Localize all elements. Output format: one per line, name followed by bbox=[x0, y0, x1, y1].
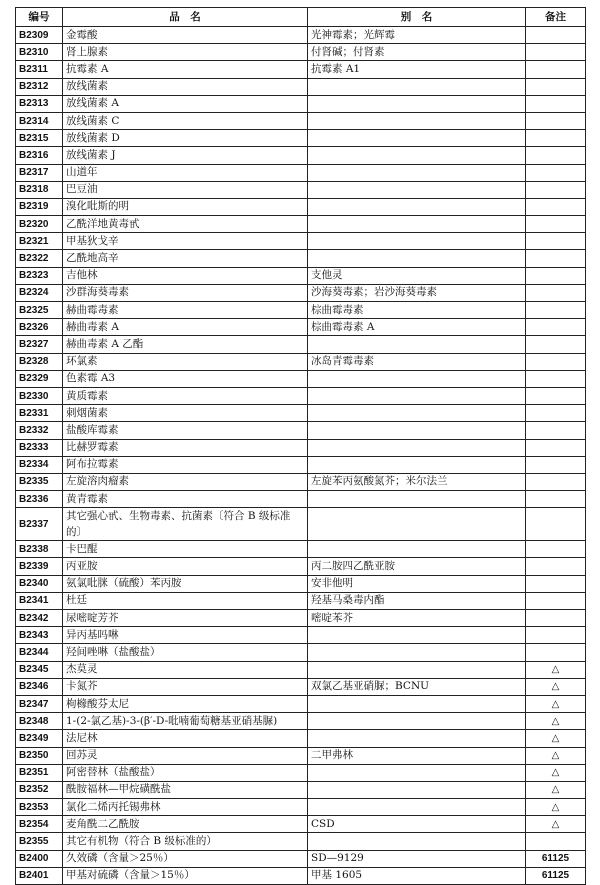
row-code: B2340 bbox=[16, 575, 63, 592]
row-name: 羟间唑啉（盐酸盐） bbox=[63, 644, 308, 661]
row-name: 放线菌素 C bbox=[63, 112, 308, 129]
row-code: B2310 bbox=[16, 44, 63, 61]
row-note bbox=[526, 541, 586, 558]
row-alias bbox=[308, 387, 526, 404]
row-name: 吉他林 bbox=[63, 267, 308, 284]
row-alias bbox=[308, 730, 526, 747]
row-alias bbox=[308, 541, 526, 558]
row-alias bbox=[308, 370, 526, 387]
row-code: B2319 bbox=[16, 198, 63, 215]
row-name: 盐酸库霉素 bbox=[63, 422, 308, 439]
row-name: 溴化吡斯的明 bbox=[63, 198, 308, 215]
row-note bbox=[526, 61, 586, 78]
row-alias bbox=[308, 198, 526, 215]
row-code: B2339 bbox=[16, 558, 63, 575]
row-code: B2311 bbox=[16, 61, 63, 78]
row-alias bbox=[308, 336, 526, 353]
row-alias bbox=[308, 799, 526, 816]
row-name: 其它有机物（符合 B 级标准的） bbox=[63, 833, 308, 850]
row-note bbox=[526, 27, 586, 44]
row-name: 酰胺福林—甲烷磺酰盐 bbox=[63, 781, 308, 798]
row-code: B2327 bbox=[16, 336, 63, 353]
row-name: 抗霉素 A bbox=[63, 61, 308, 78]
row-note bbox=[526, 508, 586, 541]
table-row bbox=[16, 61, 586, 78]
row-note bbox=[526, 216, 586, 233]
table-row bbox=[16, 730, 586, 747]
row-name: 异丙基吗啉 bbox=[63, 627, 308, 644]
row-alias: 安非他明 bbox=[308, 575, 526, 592]
table-row bbox=[16, 695, 586, 712]
row-name: 金霉酸 bbox=[63, 27, 308, 44]
row-alias: 棕曲霉毒素 bbox=[308, 302, 526, 319]
row-alias bbox=[308, 147, 526, 164]
row-code: B2342 bbox=[16, 610, 63, 627]
row-name: 比赫罗霉素 bbox=[63, 439, 308, 456]
row-note bbox=[526, 198, 586, 215]
row-alias bbox=[308, 233, 526, 250]
row-note: 61125 bbox=[526, 850, 586, 867]
row-code: B2330 bbox=[16, 387, 63, 404]
row-name: 色素霉 A3 bbox=[63, 370, 308, 387]
table-row bbox=[16, 233, 586, 250]
row-note bbox=[526, 627, 586, 644]
table-row bbox=[16, 302, 586, 319]
row-code: B2341 bbox=[16, 592, 63, 609]
row-note bbox=[526, 473, 586, 490]
row-alias bbox=[308, 627, 526, 644]
table-row bbox=[16, 558, 586, 575]
row-name: 甲基狄戈辛 bbox=[63, 233, 308, 250]
row-alias bbox=[308, 112, 526, 129]
table-row bbox=[16, 678, 586, 695]
row-name: 肾上腺素 bbox=[63, 44, 308, 61]
table-row bbox=[16, 575, 586, 592]
row-alias: 冰岛青霉毒素 bbox=[308, 353, 526, 370]
row-note bbox=[526, 319, 586, 336]
row-name: 久效磷（含量＞25％） bbox=[63, 850, 308, 867]
header-alias: 别 名 bbox=[308, 8, 526, 27]
row-code: B2323 bbox=[16, 267, 63, 284]
row-note bbox=[526, 387, 586, 404]
row-note bbox=[526, 439, 586, 456]
row-note bbox=[526, 610, 586, 627]
row-name: 放线菌素 D bbox=[63, 130, 308, 147]
row-code: B2338 bbox=[16, 541, 63, 558]
row-alias bbox=[308, 164, 526, 181]
table-row bbox=[16, 216, 586, 233]
row-note bbox=[526, 181, 586, 198]
row-code: B2321 bbox=[16, 233, 63, 250]
table-row bbox=[16, 439, 586, 456]
row-code: B2345 bbox=[16, 661, 63, 678]
row-note: △ bbox=[526, 713, 586, 730]
row-note bbox=[526, 558, 586, 575]
row-name: 放线菌素 A bbox=[63, 95, 308, 112]
row-alias bbox=[308, 439, 526, 456]
table-row bbox=[16, 661, 586, 678]
table-row bbox=[16, 198, 586, 215]
row-code: B2335 bbox=[16, 473, 63, 490]
row-code: B2351 bbox=[16, 764, 63, 781]
substance-table bbox=[15, 7, 586, 885]
row-note bbox=[526, 78, 586, 95]
row-alias bbox=[308, 78, 526, 95]
row-code: B2347 bbox=[16, 695, 63, 712]
row-code: B2333 bbox=[16, 439, 63, 456]
row-code: B2337 bbox=[16, 508, 63, 541]
table-row bbox=[16, 799, 586, 816]
table-row bbox=[16, 781, 586, 798]
table-row bbox=[16, 456, 586, 473]
row-name: 左旋溶肉瘤素 bbox=[63, 473, 308, 490]
row-code: B2314 bbox=[16, 112, 63, 129]
row-code: B2331 bbox=[16, 405, 63, 422]
row-name: 赫曲毒素 A bbox=[63, 319, 308, 336]
row-alias bbox=[308, 781, 526, 798]
row-code: B2326 bbox=[16, 319, 63, 336]
row-note bbox=[526, 130, 586, 147]
row-name: 放线菌素 bbox=[63, 78, 308, 95]
row-note bbox=[526, 644, 586, 661]
row-alias: 左旋苯丙氨酸氮芥；米尔法兰 bbox=[308, 473, 526, 490]
row-alias: SD—9129 bbox=[308, 850, 526, 867]
row-note bbox=[526, 302, 586, 319]
row-code: B2354 bbox=[16, 816, 63, 833]
table-header-row bbox=[16, 8, 586, 27]
row-note bbox=[526, 233, 586, 250]
row-note: △ bbox=[526, 747, 586, 764]
row-note bbox=[526, 112, 586, 129]
row-code: B2318 bbox=[16, 181, 63, 198]
row-note bbox=[526, 95, 586, 112]
row-alias: 双氯乙基亚硝脲；BCNU bbox=[308, 678, 526, 695]
row-alias bbox=[308, 422, 526, 439]
row-alias bbox=[308, 95, 526, 112]
row-name: 氯化二烯丙托锡弗林 bbox=[63, 799, 308, 816]
row-alias: 丙二胺四乙酰亚胺 bbox=[308, 558, 526, 575]
row-note: △ bbox=[526, 695, 586, 712]
row-name: 丙亚胺 bbox=[63, 558, 308, 575]
row-alias bbox=[308, 405, 526, 422]
row-note: 61125 bbox=[526, 867, 586, 884]
row-code: B2352 bbox=[16, 781, 63, 798]
table-row bbox=[16, 491, 586, 508]
row-name: 黄青霉素 bbox=[63, 491, 308, 508]
row-alias bbox=[308, 130, 526, 147]
row-alias: 付肾碱；付肾素 bbox=[308, 44, 526, 61]
substance-table-page bbox=[15, 7, 585, 885]
row-note bbox=[526, 353, 586, 370]
row-alias: 羟基马桑毒内酯 bbox=[308, 592, 526, 609]
row-note bbox=[526, 592, 586, 609]
row-alias bbox=[308, 764, 526, 781]
row-name: 其它强心甙、生物毒素、抗菌素〔符合 B 级标准的〕 bbox=[63, 508, 308, 541]
row-name: 乙酰洋地黄毒甙 bbox=[63, 216, 308, 233]
row-code: B2346 bbox=[16, 678, 63, 695]
table-row bbox=[16, 422, 586, 439]
row-code: B2325 bbox=[16, 302, 63, 319]
table-row bbox=[16, 95, 586, 112]
row-name: 沙群海葵毒素 bbox=[63, 284, 308, 301]
row-name: 1-(2-氯乙基)-3-(β′-D-吡喃葡萄糖基亚硝基脲) bbox=[63, 713, 308, 730]
row-code: B2350 bbox=[16, 747, 63, 764]
row-alias: 甲基 1605 bbox=[308, 867, 526, 884]
row-code: B2343 bbox=[16, 627, 63, 644]
row-name: 乙酰地高辛 bbox=[63, 250, 308, 267]
row-alias: CSD bbox=[308, 816, 526, 833]
row-code: B2322 bbox=[16, 250, 63, 267]
header-code: 编号 bbox=[16, 8, 63, 27]
row-note: △ bbox=[526, 661, 586, 678]
row-name: 卡氮芥 bbox=[63, 678, 308, 695]
row-note bbox=[526, 336, 586, 353]
table-row bbox=[16, 250, 586, 267]
row-code: B2309 bbox=[16, 27, 63, 44]
row-code: B2317 bbox=[16, 164, 63, 181]
row-code: B2329 bbox=[16, 370, 63, 387]
row-name: 赫曲毒素 A 乙酯 bbox=[63, 336, 308, 353]
table-row bbox=[16, 508, 586, 541]
row-note: △ bbox=[526, 781, 586, 798]
table-row bbox=[16, 130, 586, 147]
row-alias bbox=[308, 508, 526, 541]
table-row bbox=[16, 27, 586, 44]
table-row bbox=[16, 610, 586, 627]
row-code: B2328 bbox=[16, 353, 63, 370]
row-note bbox=[526, 491, 586, 508]
row-code: B2355 bbox=[16, 833, 63, 850]
table-row bbox=[16, 833, 586, 850]
table-row bbox=[16, 319, 586, 336]
row-code: B2313 bbox=[16, 95, 63, 112]
row-note: △ bbox=[526, 799, 586, 816]
table-row bbox=[16, 267, 586, 284]
row-name: 回苏灵 bbox=[63, 747, 308, 764]
table-row bbox=[16, 44, 586, 61]
row-note bbox=[526, 833, 586, 850]
table-row bbox=[16, 353, 586, 370]
row-name: 阿布拉霉素 bbox=[63, 456, 308, 473]
row-name: 阿密替林（盐酸盐） bbox=[63, 764, 308, 781]
row-alias bbox=[308, 833, 526, 850]
row-note bbox=[526, 147, 586, 164]
row-note bbox=[526, 250, 586, 267]
row-code: B2316 bbox=[16, 147, 63, 164]
row-name: 杜廷 bbox=[63, 592, 308, 609]
table-row bbox=[16, 713, 586, 730]
row-code: B2353 bbox=[16, 799, 63, 816]
row-alias bbox=[308, 216, 526, 233]
row-code: B2401 bbox=[16, 867, 63, 884]
row-code: B2320 bbox=[16, 216, 63, 233]
table-row bbox=[16, 541, 586, 558]
row-name: 麦角酰二乙酰胺 bbox=[63, 816, 308, 833]
table-row bbox=[16, 147, 586, 164]
row-alias bbox=[308, 181, 526, 198]
row-code: B2332 bbox=[16, 422, 63, 439]
row-name: 环氯素 bbox=[63, 353, 308, 370]
table-row bbox=[16, 816, 586, 833]
row-note bbox=[526, 456, 586, 473]
row-code: B2324 bbox=[16, 284, 63, 301]
table-row bbox=[16, 181, 586, 198]
table-row bbox=[16, 592, 586, 609]
row-note: △ bbox=[526, 816, 586, 833]
table-row bbox=[16, 336, 586, 353]
table-row bbox=[16, 370, 586, 387]
row-alias: 支他灵 bbox=[308, 267, 526, 284]
row-note bbox=[526, 164, 586, 181]
row-name: 刺烟菌素 bbox=[63, 405, 308, 422]
row-alias bbox=[308, 661, 526, 678]
row-code: B2336 bbox=[16, 491, 63, 508]
row-code: B2334 bbox=[16, 456, 63, 473]
row-code: B2400 bbox=[16, 850, 63, 867]
table-row bbox=[16, 644, 586, 661]
row-note: △ bbox=[526, 764, 586, 781]
row-name: 巴豆油 bbox=[63, 181, 308, 198]
table-row bbox=[16, 850, 586, 867]
row-code: B2315 bbox=[16, 130, 63, 147]
row-alias bbox=[308, 695, 526, 712]
row-code: B2344 bbox=[16, 644, 63, 661]
row-note bbox=[526, 370, 586, 387]
table-body bbox=[16, 27, 586, 885]
table-row bbox=[16, 867, 586, 884]
table-row bbox=[16, 747, 586, 764]
row-name: 黄质霉素 bbox=[63, 387, 308, 404]
row-alias: 二甲弗林 bbox=[308, 747, 526, 764]
row-alias: 抗霉素 A1 bbox=[308, 61, 526, 78]
table-row bbox=[16, 387, 586, 404]
header-note: 备注 bbox=[526, 8, 586, 27]
row-alias: 沙海葵毒素；岩沙海葵毒素 bbox=[308, 284, 526, 301]
row-name: 氨氯吡脒（硫酸）苯丙胺 bbox=[63, 575, 308, 592]
table-row bbox=[16, 112, 586, 129]
table-row bbox=[16, 627, 586, 644]
row-note: △ bbox=[526, 678, 586, 695]
row-alias bbox=[308, 456, 526, 473]
row-alias bbox=[308, 250, 526, 267]
row-note bbox=[526, 284, 586, 301]
header-name: 品 名 bbox=[63, 8, 308, 27]
row-note bbox=[526, 267, 586, 284]
row-name: 尿嘧啶芳芥 bbox=[63, 610, 308, 627]
row-alias: 光神霉素；光辉霉 bbox=[308, 27, 526, 44]
table-row bbox=[16, 405, 586, 422]
row-name: 赫曲霉毒素 bbox=[63, 302, 308, 319]
row-note: △ bbox=[526, 730, 586, 747]
table-row bbox=[16, 473, 586, 490]
row-alias: 嘧啶苯芥 bbox=[308, 610, 526, 627]
row-name: 甲基对硫磷（含量＞15％） bbox=[63, 867, 308, 884]
row-name: 杰莫灵 bbox=[63, 661, 308, 678]
row-name: 放线菌素 J bbox=[63, 147, 308, 164]
row-alias bbox=[308, 491, 526, 508]
row-name: 卡巴醌 bbox=[63, 541, 308, 558]
row-code: B2312 bbox=[16, 78, 63, 95]
table-row bbox=[16, 164, 586, 181]
row-code: B2348 bbox=[16, 713, 63, 730]
row-alias bbox=[308, 644, 526, 661]
row-name: 山道年 bbox=[63, 164, 308, 181]
table-row bbox=[16, 764, 586, 781]
table-row bbox=[16, 78, 586, 95]
row-note bbox=[526, 422, 586, 439]
row-name: 枸橼酸芬太尼 bbox=[63, 695, 308, 712]
row-note bbox=[526, 575, 586, 592]
row-note bbox=[526, 44, 586, 61]
row-alias: 棕曲霉毒素 A bbox=[308, 319, 526, 336]
row-code: B2349 bbox=[16, 730, 63, 747]
row-alias bbox=[308, 713, 526, 730]
table-row bbox=[16, 284, 586, 301]
row-note bbox=[526, 405, 586, 422]
row-name: 法尼林 bbox=[63, 730, 308, 747]
